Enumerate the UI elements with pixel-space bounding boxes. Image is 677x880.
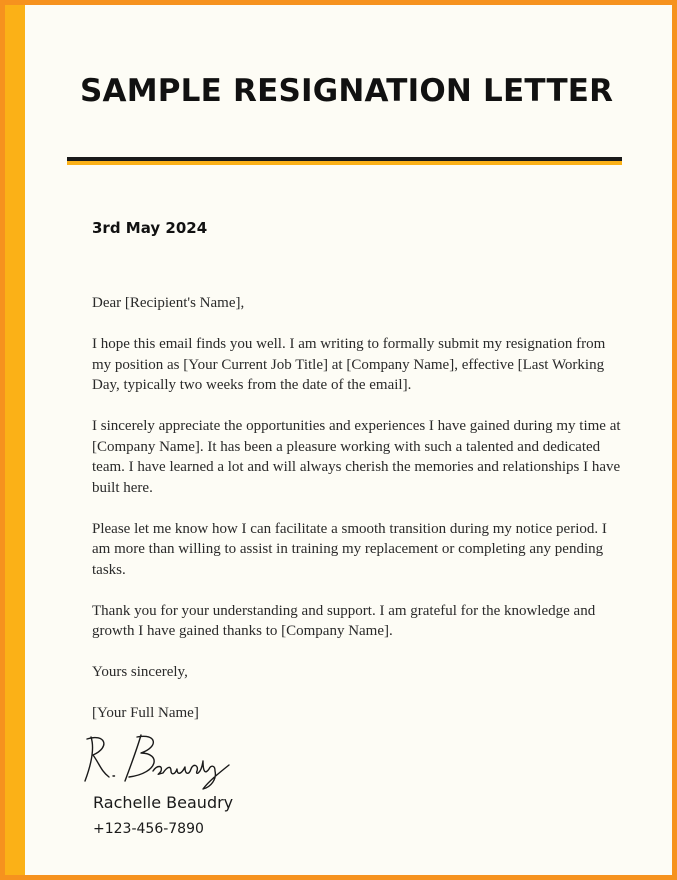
side-accent-bar bbox=[5, 5, 25, 875]
sender-name: Rachelle Beaudry bbox=[93, 793, 234, 812]
closing-name: [Your Full Name] bbox=[92, 705, 199, 721]
page-title: SAMPLE RESIGNATION LETTER bbox=[80, 73, 614, 109]
title-divider-accent bbox=[67, 161, 622, 165]
paragraph-appreciation: I sincerely appreciate the opportunities and experiences I have gained during my time at [Company Name]. It has been a pleasure working with such a talented and dedicated team. I have learned a lot and will always cherish the memories and relationships I have built here. bbox=[92, 418, 621, 496]
salutation: Dear [Recipient's Name], bbox=[92, 295, 245, 311]
letter-body bbox=[92, 293, 627, 744]
handwritten-signature bbox=[79, 731, 237, 791]
sender-phone: +123-456-7890 bbox=[93, 821, 204, 837]
letter-date: 3rd May 2024 bbox=[92, 219, 208, 237]
paragraph-intro: I hope this email finds you well. I am writing to formally submit my resignation from my position as [Your Current Job Title] at [Company Name], effective [Last Working Day, typically two weeks from the date of the email]. bbox=[92, 336, 606, 393]
closing: Yours sincerely, bbox=[92, 664, 188, 680]
paragraph-transition: Please let me know how I can facilitate a smooth transition during my notice period. I am more than willing to assist in training my replacement or completing any pending tasks. bbox=[92, 520, 607, 578]
paragraph-thanks: Thank you for your understanding and support. I am grateful for the knowledge and growth I have gained thanks to [Company Name]. bbox=[92, 602, 596, 639]
